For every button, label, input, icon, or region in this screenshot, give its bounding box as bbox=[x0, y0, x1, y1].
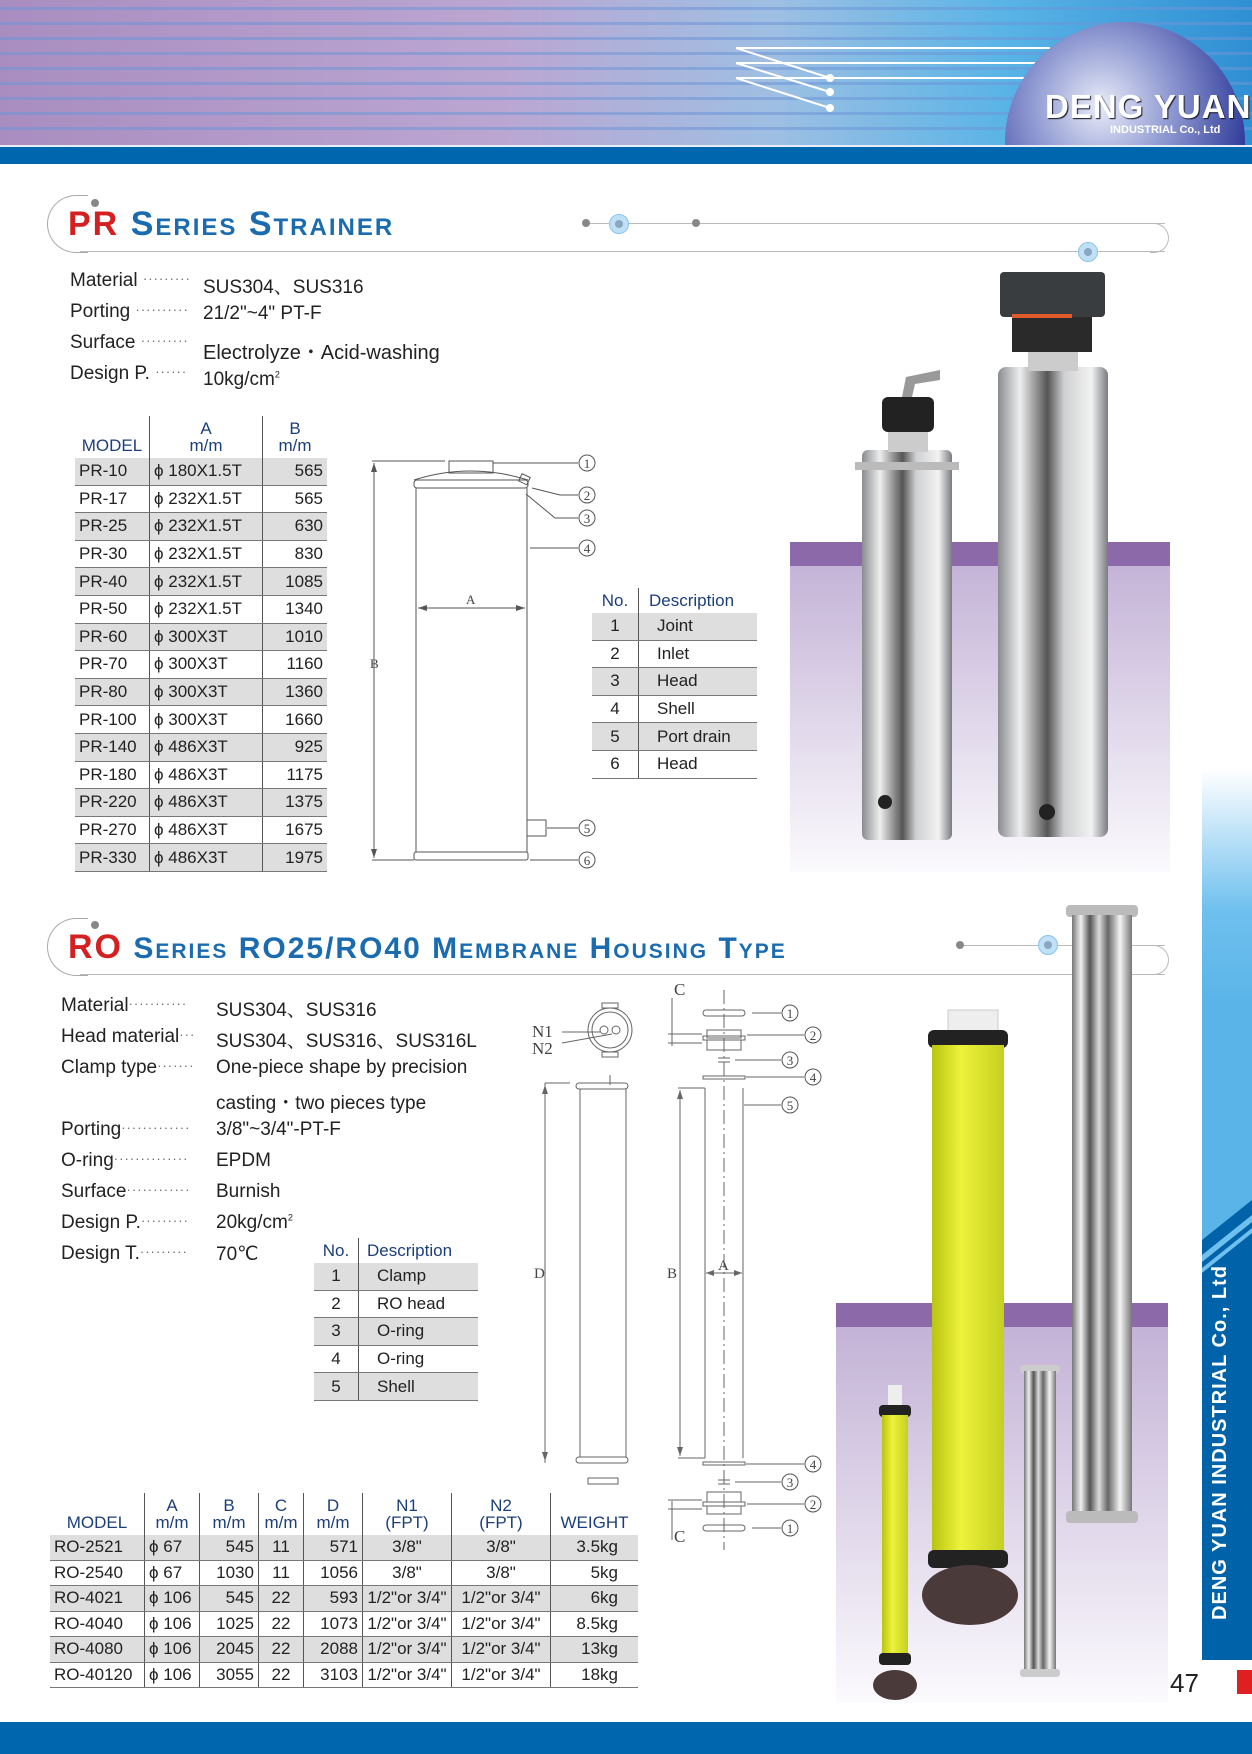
callout-number: 4 bbox=[809, 1070, 817, 1085]
col-header: N2 (FPT) bbox=[452, 1493, 551, 1535]
brand-subtitle: INDUSTRIAL Co., Ltd bbox=[1110, 124, 1221, 136]
dim-label-c: C bbox=[674, 1527, 686, 1546]
line-node-icon bbox=[1078, 242, 1098, 262]
spec-value: Electrolyze・Acid-washing bbox=[203, 342, 440, 364]
ro-spec-list bbox=[61, 995, 511, 1275]
n1-cell: 1/2"or 3/4" bbox=[363, 1662, 452, 1688]
table-row bbox=[50, 1662, 638, 1688]
spec-value bbox=[216, 995, 377, 1022]
model-cell: PR-40 bbox=[75, 568, 150, 596]
dim-a-cell: ϕ 300X3T bbox=[150, 678, 263, 706]
title-underline bbox=[80, 251, 1165, 252]
table-row bbox=[50, 1560, 638, 1586]
spec-value-text: 70℃ bbox=[216, 1244, 259, 1265]
spec-label: Design P. bbox=[70, 363, 150, 384]
model-cell: PR-70 bbox=[75, 651, 150, 679]
dim-b-cell: 925 bbox=[263, 733, 328, 761]
header-banner bbox=[0, 0, 1252, 145]
large-strainer-image bbox=[998, 272, 1108, 837]
dim-a-cell: ϕ 232X1.5T bbox=[150, 485, 263, 513]
superscript: 2 bbox=[274, 369, 280, 380]
spec-row bbox=[61, 1026, 511, 1052]
dim-c-cell: 22 bbox=[259, 1637, 304, 1663]
table-row bbox=[75, 595, 327, 623]
part-description: Joint bbox=[639, 613, 758, 640]
part-description: O-ring bbox=[359, 1318, 479, 1346]
dim-a-cell: ϕ 232X1.5T bbox=[150, 595, 263, 623]
model-cell: PR-270 bbox=[75, 816, 150, 844]
dim-a-cell: ϕ 300X3T bbox=[150, 706, 263, 734]
dim-b-cell: 1375 bbox=[263, 789, 328, 817]
col-header-no: No. bbox=[601, 591, 629, 610]
dim-b-cell: 1975 bbox=[263, 844, 328, 872]
dim-a-cell: ϕ 300X3T bbox=[150, 623, 263, 651]
decorative-lines-icon bbox=[730, 40, 1050, 120]
superscript: 2 bbox=[287, 1212, 293, 1223]
dim-a-cell: ϕ 486X3T bbox=[150, 733, 263, 761]
callout-number: 4 bbox=[583, 541, 591, 556]
part-number: 3 bbox=[314, 1318, 359, 1346]
parts-row bbox=[314, 1290, 478, 1318]
spec-label: Porting bbox=[61, 1119, 122, 1140]
dim-b-cell: 565 bbox=[263, 485, 328, 513]
n1-cell: 1/2"or 3/4" bbox=[363, 1611, 452, 1637]
callout-number: 4 bbox=[809, 1457, 817, 1472]
dim-label-d: D bbox=[534, 1266, 545, 1282]
part-number: 4 bbox=[592, 695, 639, 723]
n2-cell: 1/2"or 3/4" bbox=[452, 1586, 551, 1612]
part-description: Shell bbox=[359, 1373, 479, 1401]
header-bar bbox=[0, 145, 1252, 164]
dim-a-cell: ϕ 232X1.5T bbox=[150, 513, 263, 541]
dim-b-cell: 1175 bbox=[263, 761, 328, 789]
parts-row bbox=[592, 695, 757, 723]
dim-a-cell: ϕ 232X1.5T bbox=[150, 568, 263, 596]
weight-cell: 6kg bbox=[551, 1586, 639, 1612]
part-description: O-ring bbox=[359, 1345, 479, 1373]
ro-section-title bbox=[68, 928, 787, 967]
part-number: 2 bbox=[592, 640, 639, 668]
callout-number: 5 bbox=[786, 1098, 794, 1113]
spec-value-text: SUS304、SUS316、SUS316L bbox=[216, 1031, 477, 1052]
spec-value: SUS304、SUS316 bbox=[203, 277, 364, 298]
leader-dots: ········· bbox=[142, 271, 191, 286]
table-row bbox=[75, 568, 327, 596]
spec-label: Clamp type bbox=[61, 1057, 158, 1078]
large-housing-image bbox=[1066, 905, 1138, 1523]
dim-a-cell: ϕ 67 bbox=[145, 1560, 200, 1586]
dim-a-cell: ϕ 486X3T bbox=[150, 844, 263, 872]
callout-number: 2 bbox=[809, 1497, 817, 1512]
part-number: 1 bbox=[592, 613, 639, 640]
sidebar-company-name bbox=[1209, 1590, 1232, 1620]
col-header-model: MODEL bbox=[81, 436, 143, 455]
parts-row bbox=[592, 613, 757, 640]
table-row bbox=[75, 678, 327, 706]
dim-d-cell: 571 bbox=[304, 1535, 363, 1560]
callout-number: 3 bbox=[786, 1053, 794, 1068]
spec-value bbox=[216, 1212, 293, 1234]
model-cell: PR-140 bbox=[75, 733, 150, 761]
dim-b-cell: 1340 bbox=[263, 595, 328, 623]
dim-c-cell: 22 bbox=[259, 1662, 304, 1688]
callout-number: 1 bbox=[786, 1521, 794, 1536]
leader-dots: ·············· bbox=[113, 1151, 189, 1166]
col-header: C m/m bbox=[259, 1493, 304, 1535]
dim-label-c: C bbox=[674, 980, 686, 999]
background-band bbox=[790, 542, 1170, 872]
ro-model-table bbox=[50, 1493, 638, 1688]
table-row bbox=[50, 1637, 638, 1663]
model-cell: PR-50 bbox=[75, 595, 150, 623]
model-cell: PR-60 bbox=[75, 623, 150, 651]
part-number: 1 bbox=[314, 1263, 359, 1290]
part-number: 3 bbox=[592, 668, 639, 696]
col-header: MODEL bbox=[66, 1513, 128, 1532]
col-header: A m/m bbox=[145, 1493, 200, 1535]
model-cell: PR-10 bbox=[75, 458, 150, 485]
spec-row bbox=[61, 1119, 511, 1141]
callout-number: 6 bbox=[583, 853, 591, 868]
spec-label: Material bbox=[61, 995, 129, 1016]
weight-cell: 13kg bbox=[551, 1637, 639, 1663]
spec-value bbox=[216, 1150, 271, 1172]
dim-b-cell: 1660 bbox=[263, 706, 328, 734]
dim-a-cell: ϕ 106 bbox=[145, 1611, 200, 1637]
spec-row bbox=[70, 301, 322, 324]
table-row bbox=[75, 458, 327, 485]
parts-row bbox=[314, 1373, 478, 1401]
large-membrane-image bbox=[922, 1010, 1018, 1625]
label-n1: N1 bbox=[532, 1022, 553, 1041]
dim-c-cell: 11 bbox=[259, 1560, 304, 1586]
title-end-arc bbox=[1150, 223, 1169, 253]
n2-cell: 1/2"or 3/4" bbox=[452, 1611, 551, 1637]
leader-dots: ······ bbox=[155, 364, 188, 379]
model-cell: PR-17 bbox=[75, 485, 150, 513]
dim-a-cell: ϕ 486X3T bbox=[150, 789, 263, 817]
table-row bbox=[75, 844, 327, 872]
spec-label: Surface bbox=[61, 1181, 127, 1202]
table-row bbox=[75, 513, 327, 541]
callout-number: 1 bbox=[786, 1006, 794, 1021]
part-number: 5 bbox=[314, 1373, 359, 1401]
line-dot-icon bbox=[692, 219, 700, 227]
ro-parts-table bbox=[314, 1238, 478, 1401]
dim-a-cell: ϕ 486X3T bbox=[150, 761, 263, 789]
spec-row bbox=[70, 363, 470, 390]
dim-label-a: A bbox=[466, 592, 476, 607]
ro-product-photo bbox=[836, 895, 1168, 1715]
n1-cell: 3/8" bbox=[363, 1535, 452, 1560]
dim-a-cell: ϕ 300X3T bbox=[150, 651, 263, 679]
ro-title-prefix: RO bbox=[68, 928, 123, 966]
table-row bbox=[75, 540, 327, 568]
title-overline bbox=[585, 223, 1165, 224]
n2-cell: 3/8" bbox=[452, 1535, 551, 1560]
pr-dimension-drawing bbox=[350, 450, 600, 870]
spec-value bbox=[216, 1243, 258, 1266]
spec-row bbox=[61, 1057, 511, 1079]
model-cell: PR-330 bbox=[75, 844, 150, 872]
part-number: 4 bbox=[314, 1345, 359, 1373]
part-description: Head bbox=[639, 668, 758, 696]
leader-dots: ··········· bbox=[128, 996, 188, 1011]
ro-dimension-drawing bbox=[530, 980, 840, 1555]
spec-value-continued: casting・two pieces type bbox=[216, 1093, 427, 1114]
table-row bbox=[75, 789, 327, 817]
leader-dots: ········· bbox=[140, 1213, 189, 1228]
model-cell: RO-40120 bbox=[50, 1662, 145, 1688]
dim-d-cell: 593 bbox=[304, 1586, 363, 1612]
pr-title-rest: Series Strainer bbox=[130, 205, 395, 243]
dim-a-cell: ϕ 486X3T bbox=[150, 816, 263, 844]
dim-b-cell: 2045 bbox=[200, 1637, 259, 1663]
spec-value-text: 10kg/cm bbox=[203, 369, 275, 390]
leader-dots: ······· bbox=[157, 1058, 195, 1073]
parts-row bbox=[314, 1345, 478, 1373]
model-cell: RO-2521 bbox=[50, 1535, 145, 1560]
line-dot-icon bbox=[582, 219, 590, 227]
spec-row bbox=[70, 270, 364, 298]
callout-number: 3 bbox=[583, 511, 591, 526]
callout-number: 2 bbox=[583, 488, 591, 503]
part-description: Shell bbox=[639, 695, 758, 723]
callout-number: 2 bbox=[809, 1028, 817, 1043]
spec-value bbox=[203, 369, 280, 391]
leader-dots: ··· bbox=[179, 1027, 196, 1042]
spec-value bbox=[216, 1057, 467, 1079]
page-number: 47 bbox=[1170, 1668, 1199, 1698]
part-description: Inlet bbox=[639, 640, 758, 668]
spec-label: Material bbox=[70, 270, 138, 291]
model-cell: PR-180 bbox=[75, 761, 150, 789]
spec-value-text: 20kg/cm bbox=[216, 1212, 288, 1233]
part-number: 6 bbox=[592, 750, 639, 778]
dim-d-cell: 1056 bbox=[304, 1560, 363, 1586]
dim-b-cell: 565 bbox=[263, 458, 328, 485]
dim-b-cell: 545 bbox=[200, 1535, 259, 1560]
spec-value bbox=[216, 1119, 341, 1141]
part-number: 5 bbox=[592, 723, 639, 751]
dim-b-cell: 1025 bbox=[200, 1611, 259, 1637]
n2-cell: 1/2"or 3/4" bbox=[452, 1662, 551, 1688]
weight-cell: 5kg bbox=[551, 1560, 639, 1586]
dim-b-cell: 1085 bbox=[263, 568, 328, 596]
spec-row bbox=[61, 995, 511, 1021]
n2-cell: 3/8" bbox=[452, 1560, 551, 1586]
dim-b-cell: 630 bbox=[263, 513, 328, 541]
n1-cell: 1/2"or 3/4" bbox=[363, 1637, 452, 1663]
parts-row bbox=[592, 668, 757, 696]
spec-value-text: EPDM bbox=[216, 1150, 271, 1171]
pr-model-table bbox=[75, 416, 327, 872]
spec-row bbox=[61, 1181, 511, 1203]
pr-product-photo bbox=[790, 272, 1170, 872]
table-row bbox=[75, 816, 327, 844]
dim-a-cell: ϕ 106 bbox=[145, 1637, 200, 1663]
col-header-b: B m/m bbox=[263, 416, 328, 458]
model-cell: PR-30 bbox=[75, 540, 150, 568]
model-cell: PR-220 bbox=[75, 789, 150, 817]
part-description: Port drain bbox=[639, 723, 758, 751]
parts-row bbox=[314, 1263, 478, 1290]
dim-d-cell: 2088 bbox=[304, 1637, 363, 1663]
weight-cell: 3.5kg bbox=[551, 1535, 639, 1560]
pr-title-prefix: PR bbox=[68, 205, 120, 243]
purple-band bbox=[790, 542, 1170, 566]
part-description: Head bbox=[639, 750, 758, 778]
spec-row bbox=[70, 332, 440, 364]
part-description: Clamp bbox=[359, 1263, 479, 1290]
spec-label: Design T. bbox=[61, 1243, 140, 1264]
model-cell: PR-100 bbox=[75, 706, 150, 734]
parts-row bbox=[592, 750, 757, 778]
dim-b-cell: 1030 bbox=[200, 1560, 259, 1586]
col-header: N1 (FPT) bbox=[363, 1493, 452, 1535]
spec-label: Design P. bbox=[61, 1212, 141, 1233]
dim-a-cell: ϕ 232X1.5T bbox=[150, 540, 263, 568]
spec-value bbox=[216, 1181, 280, 1203]
table-row bbox=[50, 1535, 638, 1560]
n2-cell: 1/2"or 3/4" bbox=[452, 1637, 551, 1663]
dim-b-cell: 3055 bbox=[200, 1662, 259, 1688]
spec-value-text: One-piece shape by precision bbox=[216, 1057, 468, 1078]
weight-cell: 18kg bbox=[551, 1662, 639, 1688]
model-cell: PR-80 bbox=[75, 678, 150, 706]
dim-a-cell: ϕ 106 bbox=[145, 1662, 200, 1688]
brand-name: DENG YUAN bbox=[1045, 88, 1252, 125]
table-row bbox=[75, 651, 327, 679]
model-cell: RO-4040 bbox=[50, 1611, 145, 1637]
ro-title-rest: Series RO25/RO40 Membrane Housing Type bbox=[133, 932, 787, 965]
dim-b-cell: 1360 bbox=[263, 678, 328, 706]
n1-cell: 1/2"or 3/4" bbox=[363, 1586, 452, 1612]
table-row bbox=[75, 761, 327, 789]
small-housing-image bbox=[1020, 1365, 1060, 1677]
callout-number: 5 bbox=[583, 821, 591, 836]
table-row bbox=[50, 1611, 638, 1637]
dim-label-a: A bbox=[718, 1258, 729, 1274]
spec-value bbox=[216, 1026, 477, 1053]
parts-row bbox=[592, 723, 757, 751]
col-header: D m/m bbox=[304, 1493, 363, 1535]
callout-number: 1 bbox=[583, 456, 591, 471]
col-header-description: Description bbox=[359, 1238, 479, 1263]
dim-b-cell: 1010 bbox=[263, 623, 328, 651]
spec-value-text: 3/8"~3/4"-PT-F bbox=[216, 1119, 341, 1140]
dim-b-cell: 1675 bbox=[263, 816, 328, 844]
spec-label: Head material bbox=[61, 1026, 180, 1047]
spec-row bbox=[61, 1150, 511, 1172]
col-header-no: No. bbox=[322, 1241, 350, 1260]
dim-c-cell: 22 bbox=[259, 1611, 304, 1637]
spec-value-text: Burnish bbox=[216, 1181, 281, 1202]
col-header: WEIGHT bbox=[551, 1493, 639, 1535]
dim-b-cell: 830 bbox=[263, 540, 328, 568]
part-description: RO head bbox=[359, 1290, 479, 1318]
dim-b-cell: 1160 bbox=[263, 651, 328, 679]
dim-c-cell: 22 bbox=[259, 1586, 304, 1612]
leader-dots: ············ bbox=[126, 1182, 191, 1197]
col-header-description: Description bbox=[639, 588, 758, 613]
small-strainer-image bbox=[855, 370, 959, 840]
line-node-icon bbox=[609, 214, 629, 234]
dim-d-cell: 1073 bbox=[304, 1611, 363, 1637]
table-row bbox=[75, 485, 327, 513]
pr-parts-table bbox=[592, 588, 757, 779]
dim-a-cell: ϕ 67 bbox=[145, 1535, 200, 1560]
weight-cell: 8.5kg bbox=[551, 1611, 639, 1637]
footer-bar bbox=[0, 1722, 1252, 1754]
col-header-a: A m/m bbox=[150, 416, 263, 458]
label-n2: N2 bbox=[532, 1039, 553, 1058]
col-header: B m/m bbox=[200, 1493, 259, 1535]
table-row bbox=[50, 1586, 638, 1612]
n1-cell: 3/8" bbox=[363, 1560, 452, 1586]
model-cell: RO-4080 bbox=[50, 1637, 145, 1663]
parts-row bbox=[314, 1318, 478, 1346]
leader-dots: ········· bbox=[139, 1244, 188, 1259]
dim-b-cell: 545 bbox=[200, 1586, 259, 1612]
dim-a-cell: ϕ 180X1.5T bbox=[150, 458, 263, 485]
dim-c-cell: 11 bbox=[259, 1535, 304, 1560]
leader-dots: ········· bbox=[140, 333, 189, 348]
dim-a-cell: ϕ 106 bbox=[145, 1586, 200, 1612]
model-cell: PR-25 bbox=[75, 513, 150, 541]
spec-label: O-ring bbox=[61, 1150, 114, 1171]
leader-dots: ·········· bbox=[135, 302, 189, 317]
spec-label: Porting bbox=[70, 301, 131, 322]
spec-value-text: SUS304、SUS316 bbox=[216, 1000, 377, 1021]
table-row bbox=[75, 623, 327, 651]
dim-label-b: B bbox=[370, 656, 379, 671]
part-number: 2 bbox=[314, 1290, 359, 1318]
dim-label-b: B bbox=[667, 1266, 678, 1282]
page-marker bbox=[1237, 1670, 1252, 1694]
spec-value: 21/2"~4" PT-F bbox=[203, 303, 322, 324]
table-row bbox=[75, 706, 327, 734]
pr-section-title bbox=[68, 205, 394, 244]
callout-number: 3 bbox=[786, 1475, 794, 1490]
leader-dots: ············· bbox=[121, 1120, 191, 1135]
model-cell: RO-2540 bbox=[50, 1560, 145, 1586]
table-row bbox=[75, 733, 327, 761]
model-cell: RO-4021 bbox=[50, 1586, 145, 1612]
spec-label: Surface bbox=[70, 332, 136, 353]
dim-d-cell: 3103 bbox=[304, 1662, 363, 1688]
spec-row bbox=[61, 1212, 511, 1234]
parts-row bbox=[592, 640, 757, 668]
